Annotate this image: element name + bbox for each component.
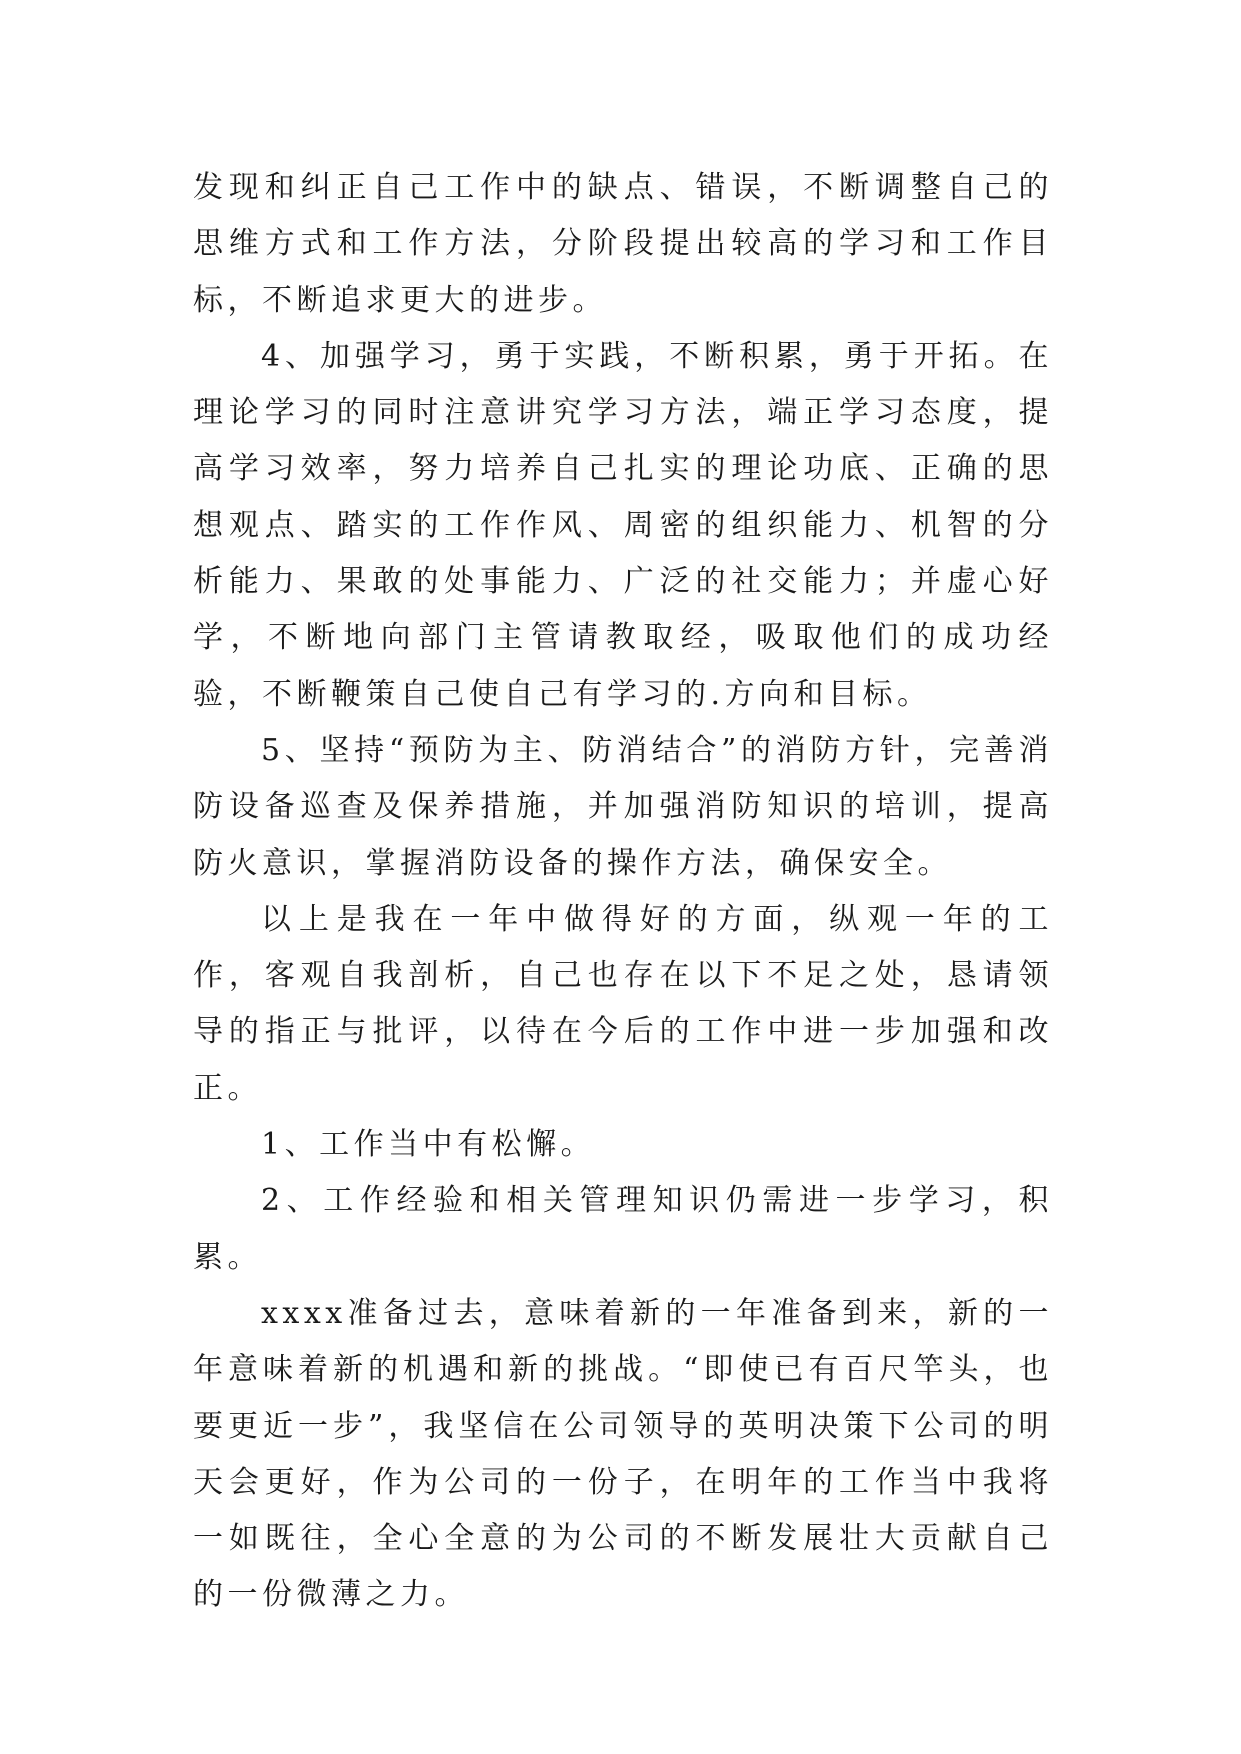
paragraph-closing: xxxx准备过去，意味着新的一年准备到来，新的一年意味着新的机遇和新的挑战。“即使已有百尺竿头，也要更近一步”，我坚信在公司领导的英明决策下公司的明天会更好，作为公司的一份子，在明年的工作当中我将一如既往，全心全意的为公司的不断发展壮大贡献自己的一份微薄之力。: [193, 1295, 1053, 1613]
document-body: [193, 160, 1053, 1624]
paragraph-continuation: 发现和纠正自己工作中的缺点、错误，不断调整自己的思维方式和工作方法，分阶段提出较高的学习和工作目标，不断追求更大的进步。: [193, 170, 1053, 318]
paragraph-shortcoming-1: 1、工作当中有松懈。: [261, 1127, 596, 1163]
paragraph-item-5: 5、坚持“预防为主、防消结合”的消防方针，完善消防设备巡查及保养措施，并加强消防知识的培训，提高防火意识，掌握消防设备的操作方法，确保安全。: [193, 732, 1053, 881]
paragraph-self-review: 以上是我在一年中做得好的方面，纵观一年的工作，客观自我剖析，自己也存在以下不足之处，恳请领导的指正与批评，以待在今后的工作中进一步加强和改正。: [193, 901, 1053, 1106]
paragraph-item-4: 4、加强学习，勇于实践，不断积累，勇于开拓。在理论学习的同时注意讲究学习方法，端正学习态度，提高学习效率，努力培养自己扎实的理论功底、正确的思想观点、踏实的工作作风、周密的组织能力、机智的分析能力、果敢的处事能力、广泛的社交能力；并虚心好学，不断地向部门主管请教取经，吸取他们的成功经验，不断鞭策自己使自己有学习的.方向和目标。: [193, 338, 1053, 712]
paragraph-shortcoming-2: 2、工作经验和相关管理知识仍需进一步学习，积累。: [193, 1183, 1053, 1275]
